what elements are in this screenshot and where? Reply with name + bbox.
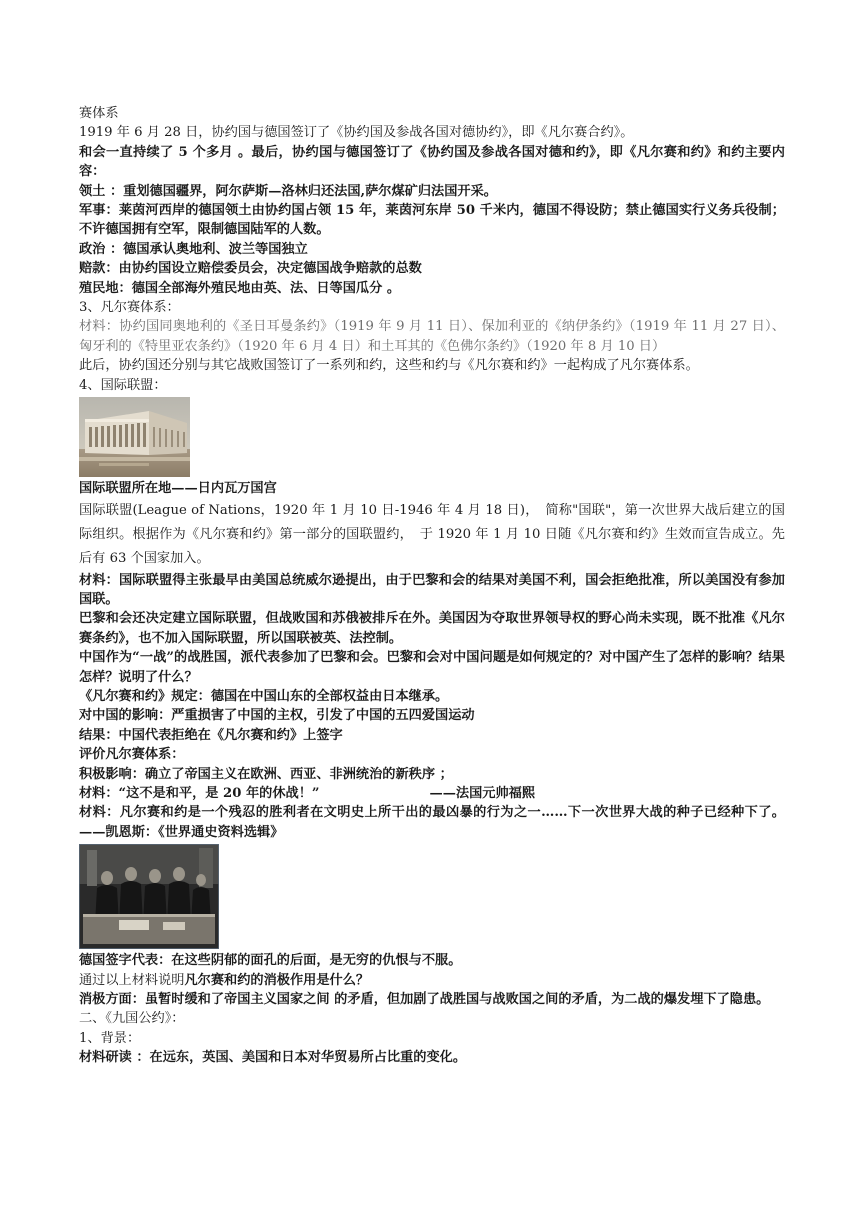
foch-quote: 材料：“这不是和平，是 20 年的休战！” — [79, 785, 320, 801]
positive-impact-line: 积极影响：确立了帝国主义在欧洲、西亚、非洲统治的新秩序 ； — [79, 766, 453, 782]
evaluation-heading: 评价凡尔赛体系： — [79, 747, 185, 763]
league-of-nations-paragraph: 国际联盟(League of Nations，1920 年 1 月 10 日-1946 年 4 月 18 日)， 简称"国联"，第一次世界大战后建立的国际组织。根据作为《凡尔赛和约》第一部分的国联盟约， 于 1920 年 1 月 10 日随《凡尔赛和约》生效而宣告成立。先后有 63 个国家加入。 — [79, 502, 785, 566]
versailles-system-line: 此后，协约国还分别与其它战败国签订了一系列和约，这些和约与《凡尔赛和约》一起构成了凡尔赛体系。 — [79, 358, 699, 374]
heading-fragment: 赛体系 — [79, 106, 119, 121]
military-clause: 军事：莱茵河西岸的德国领土由协约国占领 15 年，莱茵河东岸 50 千米内，德国不得设防；禁止德国实行义务兵役制；不许德国拥有空军，限制德国陆军的人数。 — [79, 203, 785, 238]
section-4-heading: 4、国际联盟： — [79, 377, 167, 393]
political-clause: 政治 ：德国承认奥地利、波兰等国独立 — [79, 241, 308, 257]
question-prefix: 通过以上材料说明 — [79, 972, 185, 988]
treaties-material-paragraph: 材料：协约国同奥地利的《圣日耳曼条约》（1919 年 9 月 11 日）、保加利亚的《纳伊条约》（1919 年 11 月 27 日）、匈牙利的《特里亚农条约》（1920 年 6 月 4 日）和土耳其的《色佛尔条约》（1920 年 8 月 10 日） — [79, 319, 785, 354]
foch-quote-line — [79, 784, 785, 803]
background-heading: 1、背景： — [79, 1030, 141, 1046]
wilson-material-paragraph: 材料：国际联盟得主张最早由美国总统威尔逊提出，由于巴黎和会的结果对美国不利，国会拒绝批准，所以美国没有参加国联。 — [79, 572, 785, 607]
keynes-quote-paragraph: 材料：凡尔赛和约是一个残忍的胜利者在文明史上所干出的最凶暴的行为之一……下一次世界大战的种子已经种下了。 ——凯恩斯：《世界通史资料选辑》 — [79, 805, 785, 840]
photo2-caption: 德国签字代表：在这些阴郁的面孔的后面，是无穷的仇恨与不服。 — [79, 953, 462, 969]
shandong-clause: 《凡尔赛和约》规定：德国在中国山东的全部权益由日本继承。 — [79, 688, 449, 704]
german-signing-delegates-photo — [79, 844, 219, 949]
palace-of-nations-photo — [79, 397, 190, 477]
colonies-clause: 殖民地：德国全部海外殖民地由英、法、日等国瓜分 。 — [79, 280, 401, 296]
section-3-heading: 3、凡尔赛体系： — [79, 300, 180, 316]
impact-on-china: 对中国的影响：严重损害了中国的主权，引发了中国的五四爱国运动 — [79, 708, 475, 724]
treaty-signing-line: 1919 年 6 月 28 日，协约国与德国签订了《协约国及参战各国对德协约》，即《凡尔赛合约》。 — [79, 125, 634, 141]
negative-aspects-paragraph: 消极方面：虽暂时缓和了帝国主义国家之间 的矛盾，但加剧了战胜国与战败国之间的矛盾，为二战的爆发埋下了隐患。 — [79, 992, 770, 1007]
document-page — [79, 104, 785, 1068]
china-question-paragraph: 中国作为“一战”的战胜国，派代表参加了巴黎和会。巴黎和会对中国问题是如何规定的？对中国产生了怎样的影响？结果怎样？说明了什么？ — [79, 650, 785, 685]
material-study-line: 材料研读 ：在远东，英国、美国和日本对华贸易所占比重的变化。 — [79, 1050, 467, 1066]
conference-duration-paragraph: 和会一直持续了 5 个多月 。最后，协约国与德国签订了《协约国及参战各国对德和约》，即《凡尔赛和约》和约主要内容： — [79, 144, 785, 180]
foch-attribution: ——法国元帅福熙 — [429, 785, 536, 801]
negative-effect-question — [79, 971, 785, 990]
nine-power-heading: 二、《九国公约》： — [79, 1011, 185, 1027]
territory-clause: 领土 ：重划德国疆界，阿尔萨斯—洛林归还法国,萨尔煤矿归法国开采。 — [79, 183, 497, 199]
photo1-caption: 国际联盟所在地——日内瓦万国宫 — [79, 481, 277, 497]
result-line: 结果：中国代表拒绝在《凡尔赛和约》上签字 — [79, 727, 343, 743]
reparations-clause: 赔款：由协约国设立赔偿委员会，决定德国战争赔款的总数 — [79, 261, 422, 277]
league-founding-paragraph: 巴黎和会还决定建立国际联盟，但战败国和苏俄被排斥在外。美国因为夺取世界领导权的野心尚未实现，既不批准《凡尔赛条约》，也不加入国际联盟，所以国联被英、法控制。 — [79, 611, 785, 646]
question-body: 凡尔赛和约的消极作用是什么？ — [184, 972, 370, 988]
